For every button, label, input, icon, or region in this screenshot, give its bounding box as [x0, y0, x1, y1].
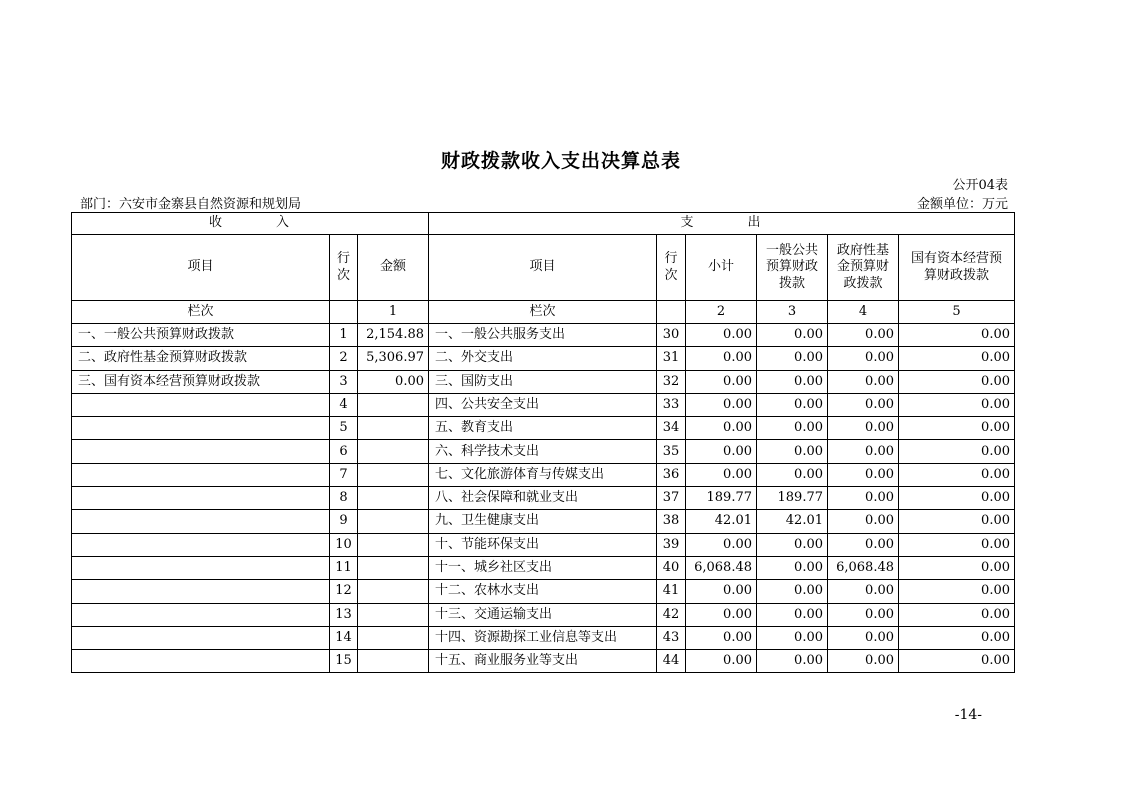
gov-fund-cell: 0.00 [828, 347, 899, 370]
income-item-cell [72, 440, 330, 463]
state-capital-cell: 0.00 [899, 510, 1015, 533]
expense-item-cell: 三、国防支出 [429, 370, 657, 393]
income-amount-cell [358, 463, 429, 486]
state-capital-cell: 0.00 [899, 533, 1015, 556]
gov-fund-cell: 0.00 [828, 580, 899, 603]
income-amount-cell [358, 603, 429, 626]
page-number: -14- [954, 707, 982, 723]
state-capital-cell: 0.00 [899, 393, 1015, 416]
subtotal-cell: 189.77 [686, 487, 757, 510]
table-row [72, 533, 1015, 556]
income-row-no-cell: 3 [330, 370, 358, 393]
expense-row-no-cell: 39 [657, 533, 686, 556]
income-item-cell [72, 556, 330, 579]
expense-item-cell: 七、文化旅游体育与传媒支出 [429, 463, 657, 486]
state-capital-cell: 0.00 [899, 417, 1015, 440]
data-rows [72, 324, 1015, 673]
income-row-no-cell: 15 [330, 650, 358, 673]
income-item-cell [72, 463, 330, 486]
header-subtotal: 小计 [686, 235, 757, 301]
table-row [72, 556, 1015, 579]
expense-row-no-cell: 31 [657, 347, 686, 370]
subtotal-cell: 0.00 [686, 324, 757, 347]
income-amount-cell: 2,154.88 [358, 324, 429, 347]
income-amount-cell [358, 487, 429, 510]
income-amount-cell: 5,306.97 [358, 347, 429, 370]
expense-item-cell: 十、节能环保支出 [429, 533, 657, 556]
subtotal-cell: 0.00 [686, 650, 757, 673]
index-empty-1 [330, 301, 358, 324]
expense-item-cell: 五、教育支出 [429, 417, 657, 440]
gov-fund-cell: 0.00 [828, 370, 899, 393]
state-capital-cell: 0.00 [899, 626, 1015, 649]
expense-item-cell: 十三、交通运输支出 [429, 603, 657, 626]
expense-row-no-cell: 30 [657, 324, 686, 347]
income-amount-cell [358, 417, 429, 440]
expense-row-no-cell: 44 [657, 650, 686, 673]
subtotal-cell: 0.00 [686, 393, 757, 416]
general-budget-cell: 189.77 [757, 487, 828, 510]
subtotal-cell: 42.01 [686, 510, 757, 533]
subtotal-cell: 6,068.48 [686, 556, 757, 579]
income-row-no-cell: 7 [330, 463, 358, 486]
index-col-3: 3 [757, 301, 828, 324]
general-budget-cell: 0.00 [757, 324, 828, 347]
income-item-cell [72, 626, 330, 649]
general-budget-cell: 0.00 [757, 440, 828, 463]
gov-fund-cell: 0.00 [828, 626, 899, 649]
income-row-no-cell: 9 [330, 510, 358, 533]
expense-item-cell: 六、科学技术支出 [429, 440, 657, 463]
state-capital-cell: 0.00 [899, 580, 1015, 603]
gov-fund-cell: 0.00 [828, 510, 899, 533]
general-budget-cell: 0.00 [757, 463, 828, 486]
general-budget-cell: 0.00 [757, 417, 828, 440]
table-row [72, 463, 1015, 486]
column-header-row [72, 235, 1015, 301]
subtotal-cell: 0.00 [686, 417, 757, 440]
income-row-no-cell: 6 [330, 440, 358, 463]
expense-row-no-cell: 42 [657, 603, 686, 626]
expense-item-cell: 一、一般公共服务支出 [429, 324, 657, 347]
table-row [72, 324, 1015, 347]
income-item-cell [72, 650, 330, 673]
expense-row-no-cell: 34 [657, 417, 686, 440]
subtotal-cell: 0.00 [686, 626, 757, 649]
expense-row-no-cell: 43 [657, 626, 686, 649]
subtotal-cell: 0.00 [686, 603, 757, 626]
income-amount-cell [358, 533, 429, 556]
income-amount-cell: 0.00 [358, 370, 429, 393]
income-item-cell: 二、政府性基金预算财政拨款 [72, 347, 330, 370]
subtotal-cell: 0.00 [686, 440, 757, 463]
table-row [72, 487, 1015, 510]
income-row-no-cell: 10 [330, 533, 358, 556]
expense-item-cell: 九、卫生健康支出 [429, 510, 657, 533]
expense-row-no-cell: 36 [657, 463, 686, 486]
income-item-cell [72, 603, 330, 626]
expense-row-no-cell: 41 [657, 580, 686, 603]
gov-fund-cell: 0.00 [828, 533, 899, 556]
income-item-cell [72, 533, 330, 556]
index-label-income: 栏次 [72, 301, 330, 324]
income-row-no-cell: 8 [330, 487, 358, 510]
general-budget-cell: 0.00 [757, 556, 828, 579]
subtotal-cell: 0.00 [686, 533, 757, 556]
income-item-cell [72, 580, 330, 603]
gov-fund-cell: 0.00 [828, 603, 899, 626]
general-budget-cell: 0.00 [757, 603, 828, 626]
general-budget-cell: 0.00 [757, 533, 828, 556]
expense-section-char-1: 支 [680, 215, 696, 231]
income-item-cell [72, 417, 330, 440]
expense-row-no-cell: 37 [657, 487, 686, 510]
subtotal-cell: 0.00 [686, 370, 757, 393]
table-row [72, 440, 1015, 463]
general-budget-cell: 42.01 [757, 510, 828, 533]
gov-fund-cell: 0.00 [828, 487, 899, 510]
income-amount-cell [358, 556, 429, 579]
subtotal-cell: 0.00 [686, 463, 757, 486]
income-section-char-2: 入 [276, 215, 292, 231]
index-col-1: 1 [358, 301, 429, 324]
form-code: 公开04表 [952, 178, 1008, 193]
expense-item-cell: 十四、资源勘探工业信息等支出 [429, 626, 657, 649]
section-header-row [72, 213, 1015, 235]
income-row-no-cell: 5 [330, 417, 358, 440]
income-amount-cell [358, 440, 429, 463]
expense-section-header [429, 213, 1015, 235]
expense-item-cell: 十二、农林水支出 [429, 580, 657, 603]
general-budget-cell: 0.00 [757, 626, 828, 649]
general-budget-cell: 0.00 [757, 347, 828, 370]
subtotal-cell: 0.00 [686, 347, 757, 370]
income-item-cell [72, 487, 330, 510]
income-amount-cell [358, 650, 429, 673]
general-budget-cell: 0.00 [757, 393, 828, 416]
expense-row-no-cell: 38 [657, 510, 686, 533]
header-general-budget: 一般公共预算财政拨款 [757, 235, 828, 301]
income-item-cell: 三、国有资本经营预算财政拨款 [72, 370, 330, 393]
state-capital-cell: 0.00 [899, 440, 1015, 463]
expense-item-cell: 十五、商业服务业等支出 [429, 650, 657, 673]
state-capital-cell: 0.00 [899, 650, 1015, 673]
state-capital-cell: 0.00 [899, 370, 1015, 393]
table-row [72, 510, 1015, 533]
expense-item-cell: 四、公共安全支出 [429, 393, 657, 416]
state-capital-cell: 0.00 [899, 324, 1015, 347]
expense-section-char-2: 出 [747, 215, 763, 231]
index-col-5: 5 [899, 301, 1015, 324]
income-item-cell: 一、一般公共预算财政拨款 [72, 324, 330, 347]
table-row [72, 393, 1015, 416]
table-row [72, 626, 1015, 649]
income-row-no-cell: 11 [330, 556, 358, 579]
page-title: 财政拨款收入支出决算总表 [440, 150, 681, 172]
table-row [72, 603, 1015, 626]
gov-fund-cell: 0.00 [828, 324, 899, 347]
index-col-2: 2 [686, 301, 757, 324]
expense-item-cell: 二、外交支出 [429, 347, 657, 370]
header-income-amount: 金额 [358, 235, 429, 301]
index-label-expense: 栏次 [429, 301, 657, 324]
index-row [72, 301, 1015, 324]
gov-fund-cell: 0.00 [828, 417, 899, 440]
index-empty-2 [657, 301, 686, 324]
income-section-header [72, 213, 429, 235]
expense-row-no-cell: 40 [657, 556, 686, 579]
header-income-item: 项目 [72, 235, 330, 301]
expense-row-no-cell: 32 [657, 370, 686, 393]
general-budget-cell: 0.00 [757, 580, 828, 603]
gov-fund-cell: 0.00 [828, 393, 899, 416]
department-label: 部门：六安市金寨县自然资源和规划局 [80, 197, 302, 212]
table-row [72, 650, 1015, 673]
income-item-cell [72, 510, 330, 533]
header-expense-row-no [657, 235, 686, 301]
income-row-no-cell: 2 [330, 347, 358, 370]
header-income-row-no-2: 次 [336, 267, 350, 283]
gov-fund-cell: 6,068.48 [828, 556, 899, 579]
state-capital-cell: 0.00 [899, 487, 1015, 510]
state-capital-cell: 0.00 [899, 556, 1015, 579]
state-capital-cell: 0.00 [899, 603, 1015, 626]
income-section-char-1: 收 [208, 215, 224, 231]
subtotal-cell: 0.00 [686, 580, 757, 603]
income-row-no-cell: 13 [330, 603, 358, 626]
header-state-capital: 国有资本经营预算财政拨款 [899, 235, 1015, 301]
expense-row-no-cell: 33 [657, 393, 686, 416]
header-expense-row-no-2: 次 [664, 267, 678, 283]
expense-item-cell: 八、社会保障和就业支出 [429, 487, 657, 510]
table-row [72, 417, 1015, 440]
header-expense-item: 项目 [429, 235, 657, 301]
unit-label: 金额单位：万元 [916, 197, 1008, 212]
income-row-no-cell: 14 [330, 626, 358, 649]
header-income-row-no-1: 行 [336, 251, 350, 267]
general-budget-cell: 0.00 [757, 370, 828, 393]
gov-fund-cell: 0.00 [828, 463, 899, 486]
income-amount-cell [358, 580, 429, 603]
income-amount-cell [358, 626, 429, 649]
header-income-row-no [330, 235, 358, 301]
table-row [72, 347, 1015, 370]
expense-item-cell: 十一、城乡社区支出 [429, 556, 657, 579]
header-gov-fund: 政府性基金预算财政拨款 [828, 235, 899, 301]
general-budget-cell: 0.00 [757, 650, 828, 673]
state-capital-cell: 0.00 [899, 463, 1015, 486]
expense-row-no-cell: 35 [657, 440, 686, 463]
income-amount-cell [358, 510, 429, 533]
index-col-4: 4 [828, 301, 899, 324]
state-capital-cell: 0.00 [899, 347, 1015, 370]
income-row-no-cell: 1 [330, 324, 358, 347]
table-row [72, 370, 1015, 393]
income-row-no-cell: 4 [330, 393, 358, 416]
income-amount-cell [358, 393, 429, 416]
header-expense-row-no-1: 行 [664, 251, 678, 267]
income-row-no-cell: 12 [330, 580, 358, 603]
budget-table [71, 212, 1015, 673]
income-item-cell [72, 393, 330, 416]
gov-fund-cell: 0.00 [828, 440, 899, 463]
gov-fund-cell: 0.00 [828, 650, 899, 673]
table-row [72, 580, 1015, 603]
